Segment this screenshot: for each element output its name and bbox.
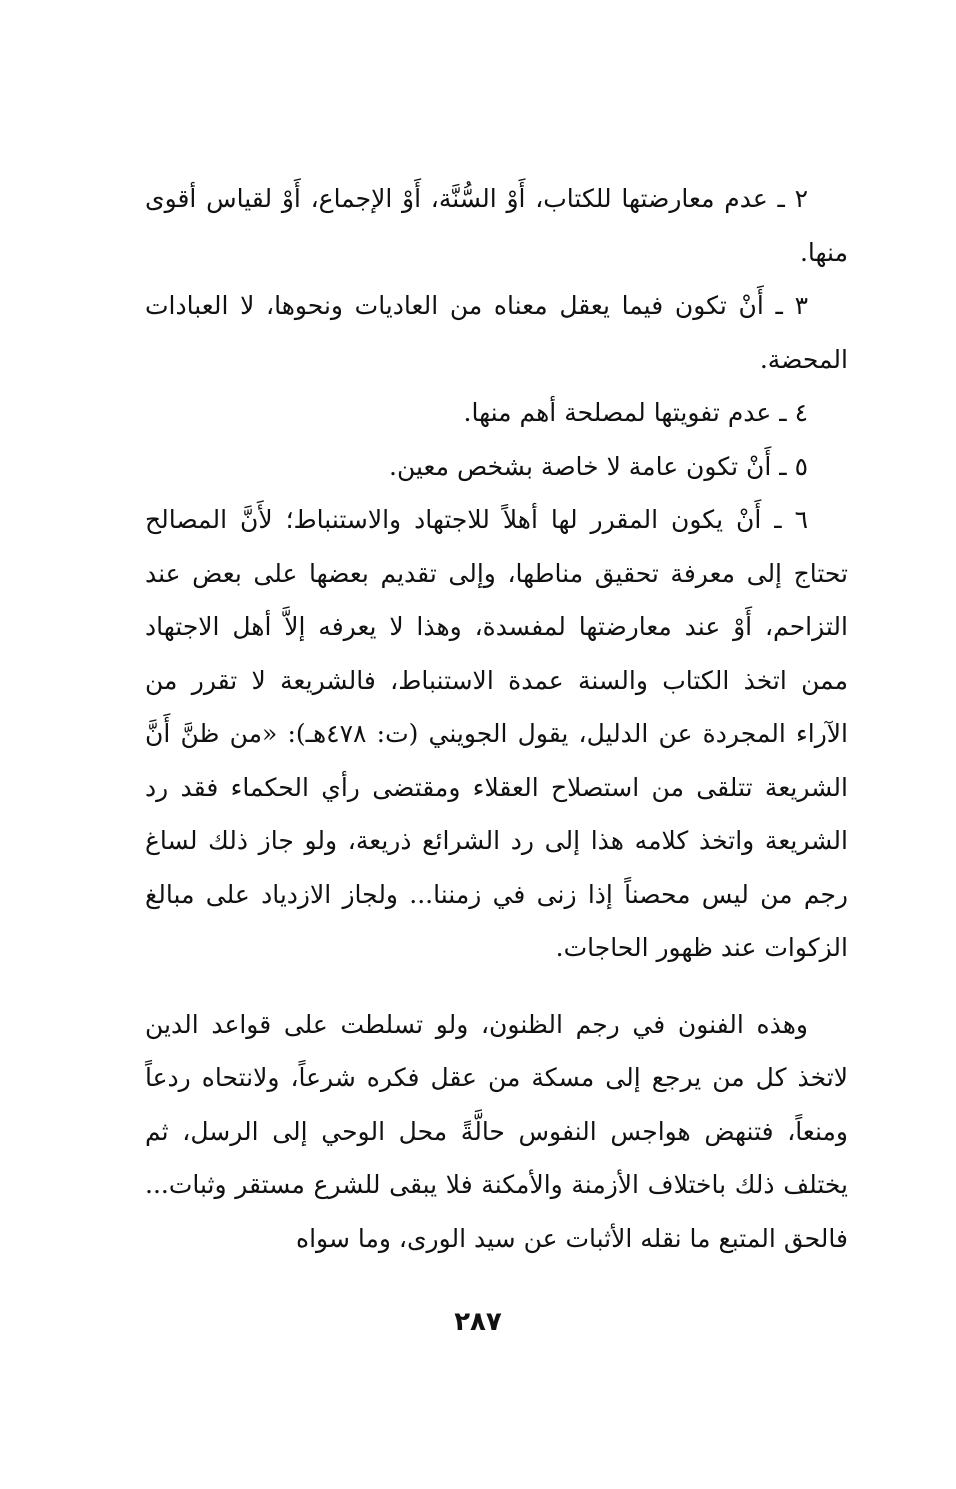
condition-5-paragraph: ٥ ـ أَنْ تكون عامة لا خاصة بشخص معين. <box>389 451 808 481</box>
page-number: ٢٨٧ <box>454 1307 502 1337</box>
condition-2-paragraph: ٢ ـ عدم معارضتها للكتاب، أَوْ السُّنَّة، أَوْ الإجماع، أَوْ لقياس أقوى منها. <box>145 184 848 267</box>
condition-3-paragraph: ٣ ـ أَنْ تكون فيما يعقل معناه من العاديات ونحوها، لا العبادات المحضة. <box>145 291 848 374</box>
condition-4-paragraph: ٤ ـ عدم تفويتها لمصلحة أهم منها. <box>463 398 808 427</box>
quotation-continuation-paragraph: وهذه الفنون في رجم الظنون، ولو تسلطت على قواعد الدين لاتخذ كل من يرجع إلى مسكة من عقل فكره شرعاً، ولانتحاه ردعاً ومنعاً، فتنهض هواجس النفوس حالَّةً محل الوحي إلى الرسل، ثم يختلف ذلك باختلاف الأزمنة والأمكنة فلا يبقى للشرع مستقر وثبات... فالحق المتبع ما نقله الأثبات عن سيد الورى، وما سواه <box>145 1009 848 1253</box>
condition-6-paragraph: ٦ ـ أَنْ يكون المقرر لها أهلاً للاجتهاد والاستنباط؛ لأَنَّ المصالح تحتاج إلى معرفة تحقيق مناطها، وإلى تقديم بعضها على بعض عند التزاحم، أَوْ عند معارضتها لمفسدة، وهذا لا يعرفه إلاَّ أهل الاجتهاد ممن اتخذ الكتاب والسنة عمدة الاستنباط، فالشريعة لا تقرر من الآراء المجردة عن الدليل، يقول الجويني (ت: ٤٧٨هـ): «من ظنَّ أَنَّ الشريعة تتلقى من استصلاح العقلاء ومقتضى رأي الحكماء فقد رد الشريعة واتخذ كلامه هذا إلى رد الشرائع ذريعة، ولو جاز ذلك لساغ رجم من ليس محصناً إذا زنى في زمننا... ولجاز الازدياد على مبالغ الزكوات عند ظهور الحاجات. <box>145 505 848 962</box>
body-text <box>145 172 848 1265</box>
